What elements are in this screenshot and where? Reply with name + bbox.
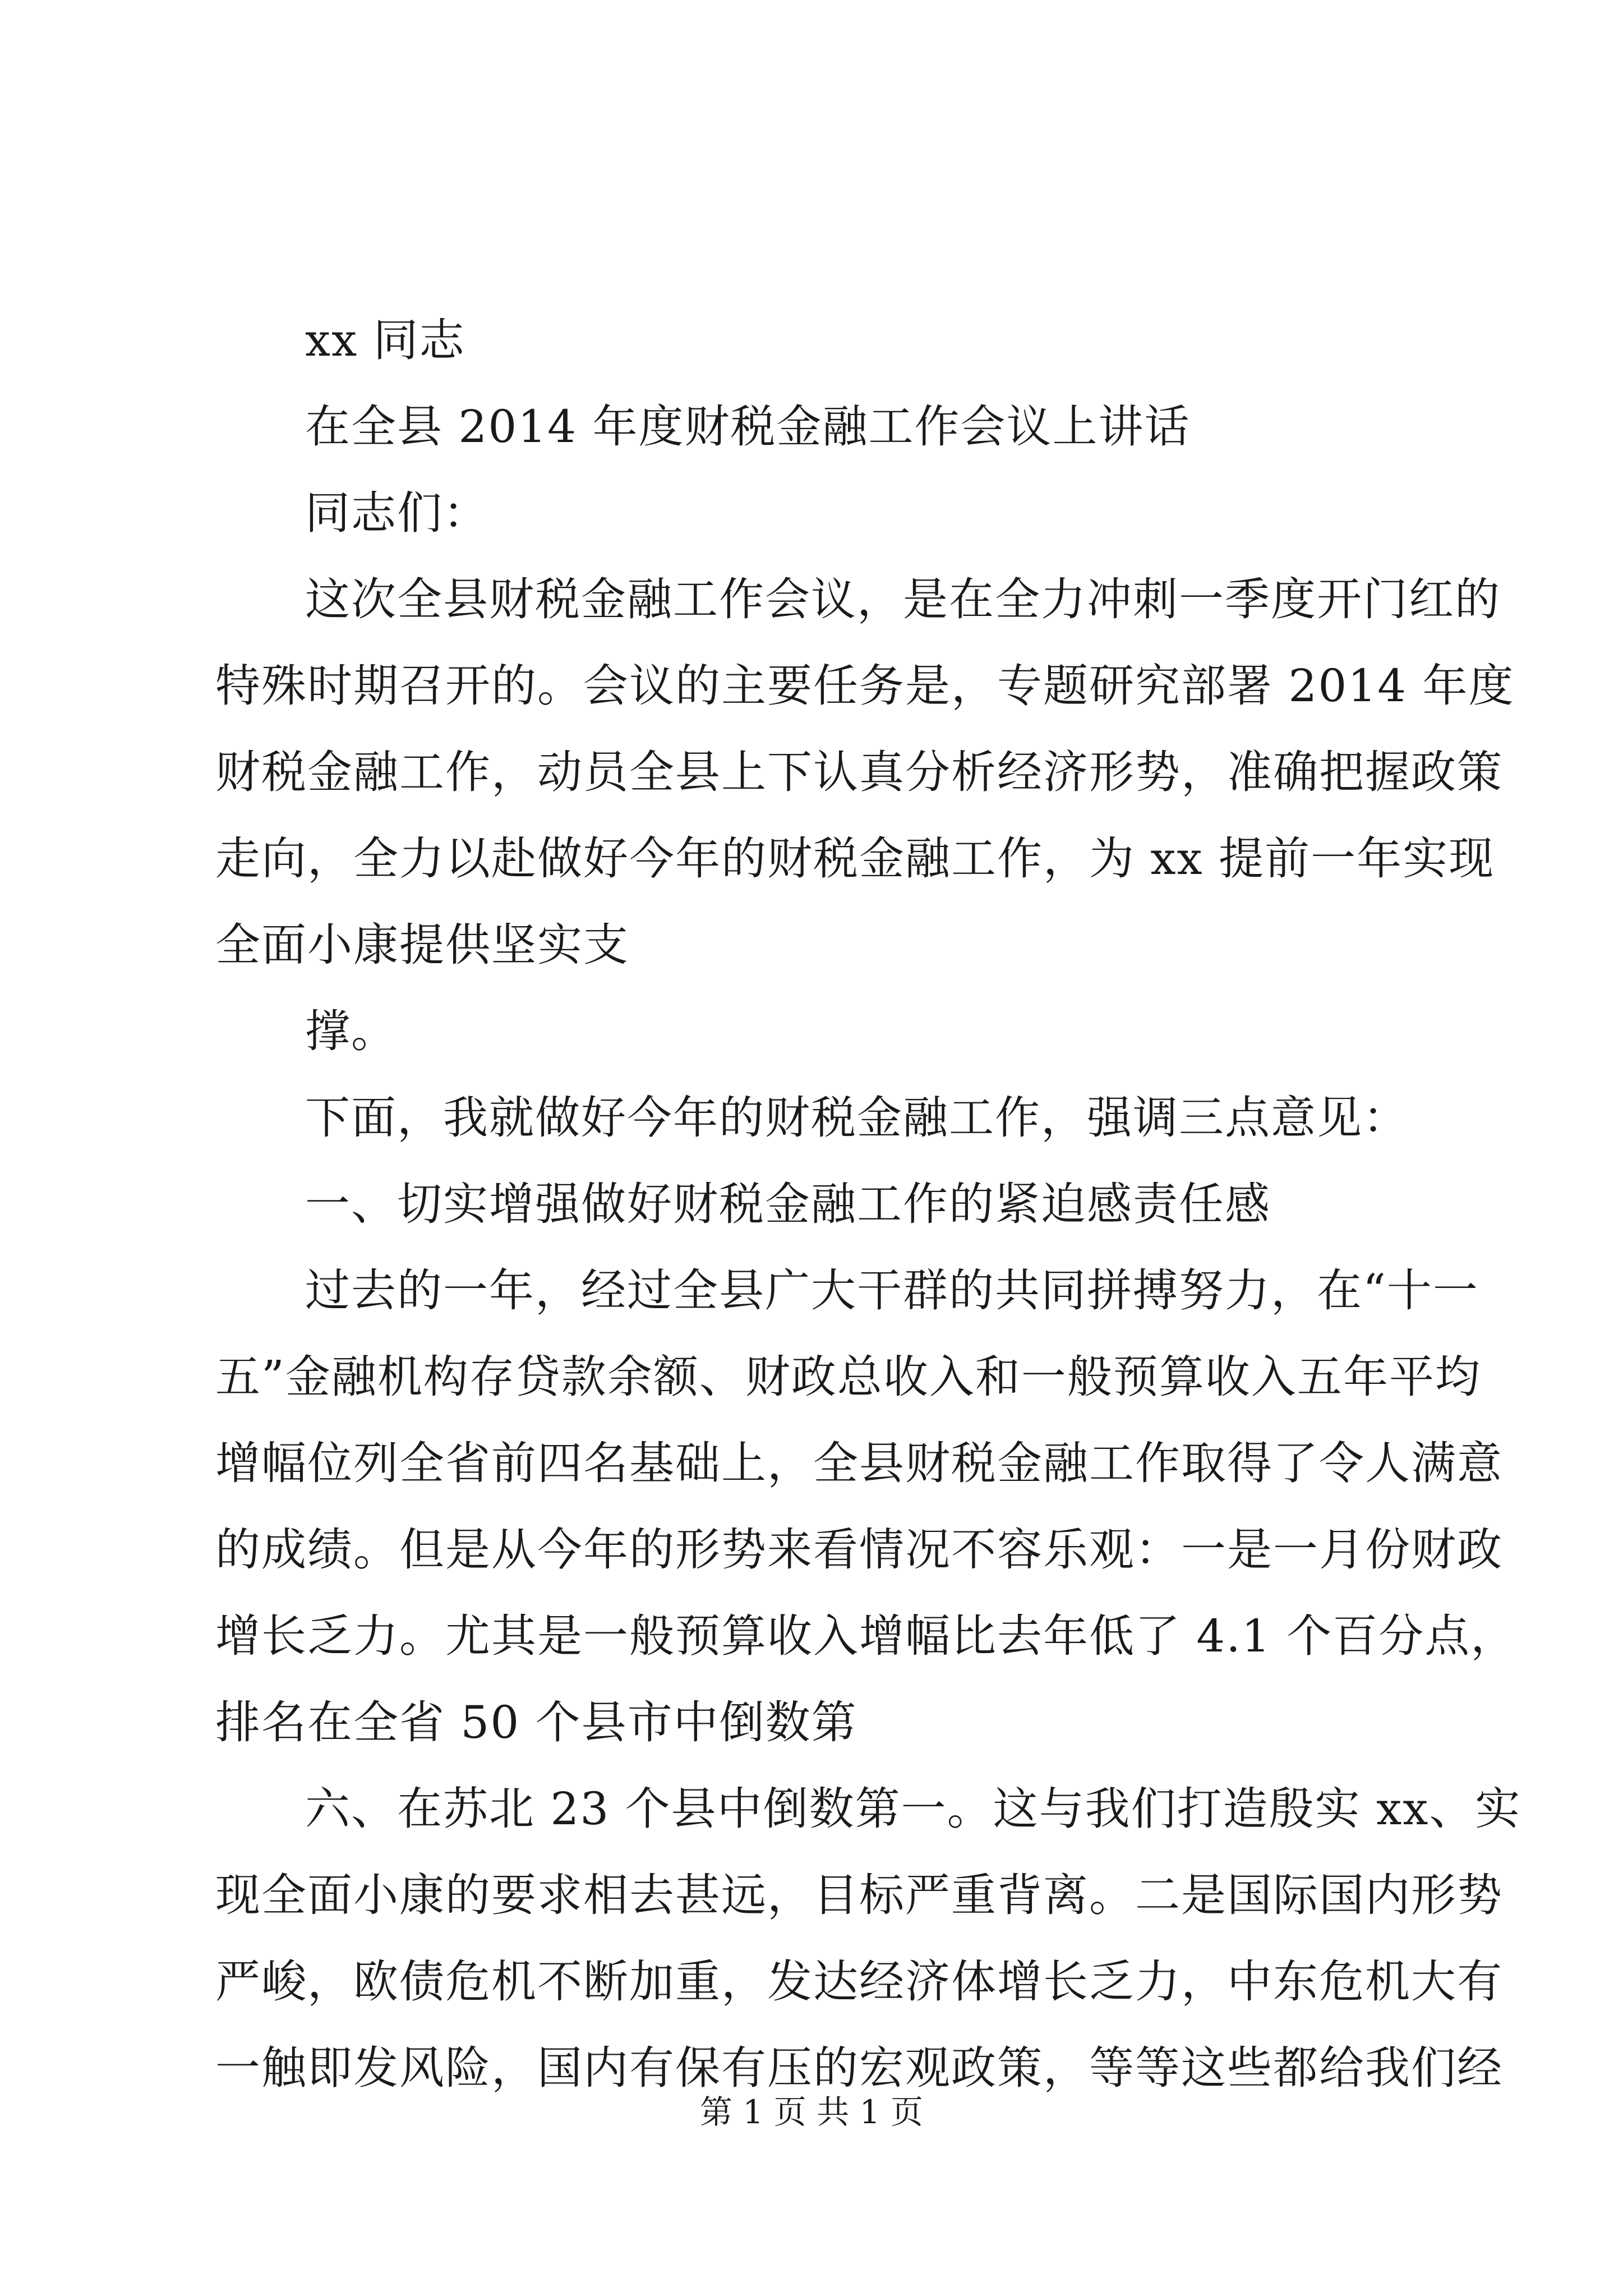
text-line: 同志们：: [305, 487, 489, 539]
text-line: 这次全县财税金融工作会议，是在全力冲刺一季度开门红的: [305, 573, 1501, 625]
text-line: 增幅位列全省前四名基础上，全县财税金融工作取得了令人满意: [215, 1437, 1503, 1489]
text-line: 特殊时期召开的。会议的主要任务是，专题研究部署 2014 年度: [215, 660, 1515, 712]
text-line: 走向，全力以赴做好今年的财税金融工作，为 xx 提前一年实现: [215, 832, 1495, 885]
document-body: [215, 297, 1521, 2111]
text-line: 过去的一年，经过全县广大干群的共同拼搏努力，在“十一: [305, 1264, 1479, 1317]
text-line: 下面，我就做好今年的财税金融工作，强调三点意见：: [305, 1092, 1409, 1144]
text-line: 严峻，欧债危机不断加重，发达经济体增长乏力，中东危机大有: [215, 1955, 1503, 2008]
text-line: 在全县 2014 年度财税金融工作会议上讲话: [305, 401, 1191, 453]
text-line: 增长乏力。尤其是一般预算收入增幅比去年低了 4.1 个百分点，: [215, 1610, 1517, 1662]
text-line: xx 同志: [305, 314, 465, 366]
text-line: 撑。: [305, 1005, 397, 1057]
page-footer: 第 1 页 共 1 页: [700, 2093, 923, 2131]
text-line: 一触即发风险，国内有保有压的宏观政策，等等这些都给我们经: [215, 2042, 1503, 2094]
text-line: 六、在苏北 23 个县中倒数第一。这与我们打造殷实 xx、实: [305, 1783, 1521, 1835]
text-line: 现全面小康的要求相去甚远，目标严重背离。二是国际国内形势: [215, 1869, 1503, 1921]
text-line: 全面小康提供坚实支: [215, 919, 629, 971]
text-line: 一、切实增强做好财税金融工作的紧迫感责任感: [305, 1178, 1271, 1230]
text-line: 排名在全省 50 个县市中倒数第: [215, 1696, 857, 1749]
text-line: 五”金融机构存贷款余额、财政总收入和一般预算收入五年平均: [215, 1351, 1481, 1403]
text-line: 的成绩。但是从今年的形势来看情况不容乐观：一是一月份财政: [215, 1524, 1503, 1576]
text-line: 财税金融工作，动员全县上下认真分析经济形势，准确把握政策: [215, 746, 1503, 798]
